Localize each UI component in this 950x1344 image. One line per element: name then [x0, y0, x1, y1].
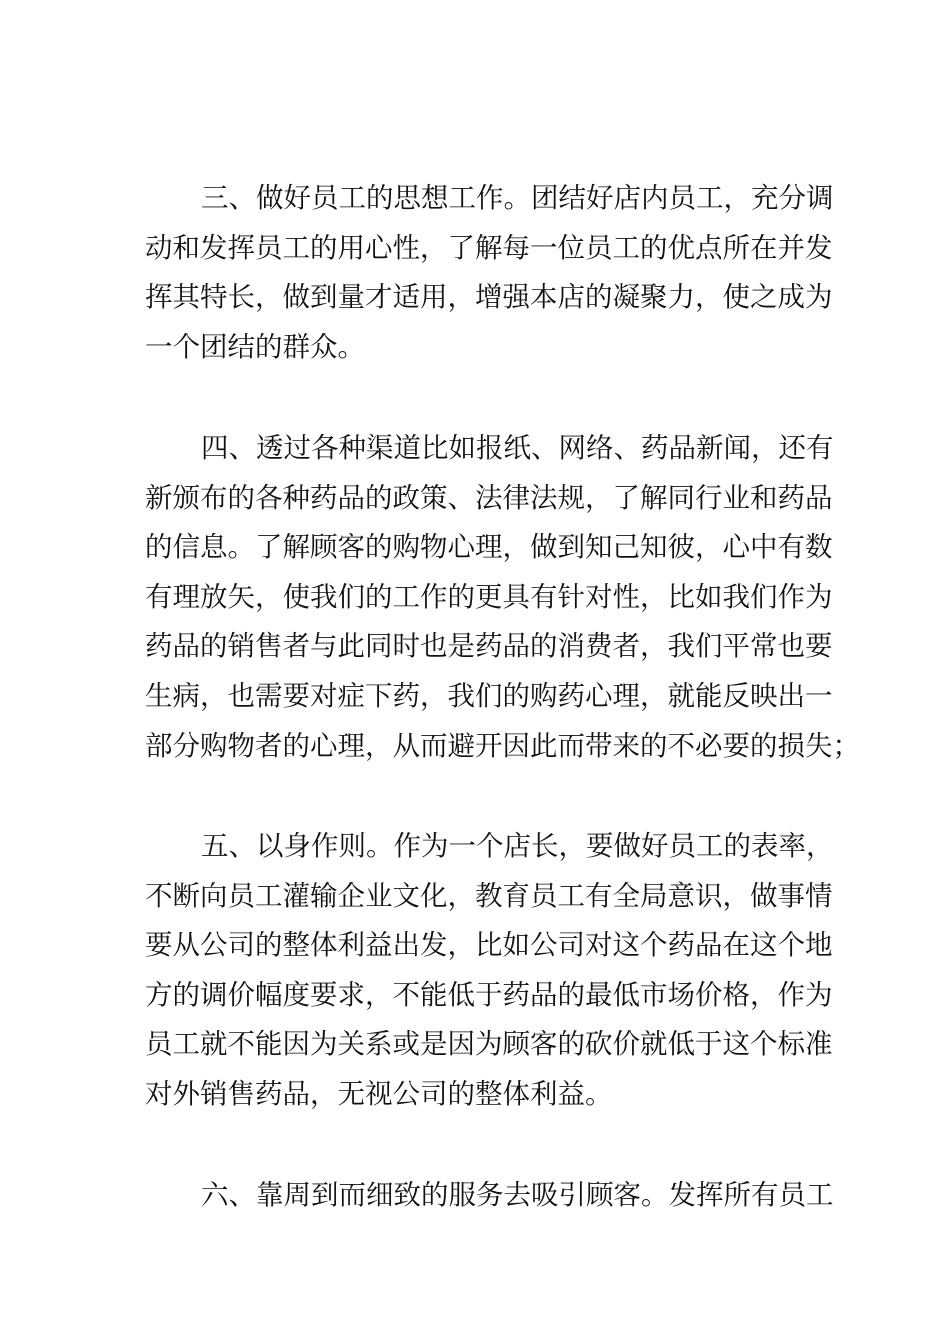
paragraph-line: 三、做好员工的思想工作。团结好店内员工，充分调 — [201, 182, 834, 214]
paragraph-line: 动和发挥员工的用心性，了解每一位员工的优点所在并发 — [145, 231, 833, 264]
paragraph-line: 有理放矢，使我们的工作的更具有针对性，比如我们作为 — [145, 580, 833, 613]
paragraph-line: 六、靠周到而细致的服务去吸引顾客。发挥所有员工 — [201, 1179, 834, 1211]
paragraph-line: 部分购物者的心理，从而避开因此而带来的不必要的损失； — [145, 729, 860, 762]
paragraph-line: 四、透过各种渠道比如报纸、网络、药品新闻，还有 — [201, 432, 834, 464]
paragraph-section-6 — [145, 1171, 834, 1221]
paragraph-line: 的信息。了解顾客的购物心理，做到知己知彼，心中有数 — [145, 531, 833, 564]
paragraph-line: 一个团结的群众。 — [145, 330, 365, 363]
paragraph-line: 挥其特长，做到量才适用，增强本店的凝聚力，使之成为 — [145, 281, 833, 314]
paragraph-line: 要从公司的整体利益出发，比如公司对这个药品在这个地 — [145, 929, 833, 962]
paragraph-line: 不断向员工灌输企业文化，教育员工有全局意识，做事情 — [145, 879, 833, 912]
paragraph-section-5 — [145, 822, 834, 1120]
paragraph-line: 生病，也需要对症下药，我们的购药心理，就能反映出一 — [145, 679, 833, 712]
paragraph-line: 方的调价幅度要求，不能低于药品的最低市场价格，作为 — [145, 978, 833, 1011]
paragraph-section-4 — [145, 424, 860, 771]
paragraph-line: 对外销售药品，无视公司的整体利益。 — [145, 1077, 613, 1110]
paragraph-line: 新颁布的各种药品的政策、法律法规，了解同行业和药品 — [145, 481, 833, 514]
paragraph-line: 五、以身作则。作为一个店长，要做好员工的表率， — [201, 830, 834, 862]
paragraph-line: 员工就不能因为关系或是因为顾客的砍价就低于这个标准 — [145, 1028, 833, 1061]
paragraph-section-3 — [145, 174, 834, 372]
paragraph-line: 药品的销售者与此同时也是药品的消费者，我们平常也要 — [145, 630, 833, 663]
